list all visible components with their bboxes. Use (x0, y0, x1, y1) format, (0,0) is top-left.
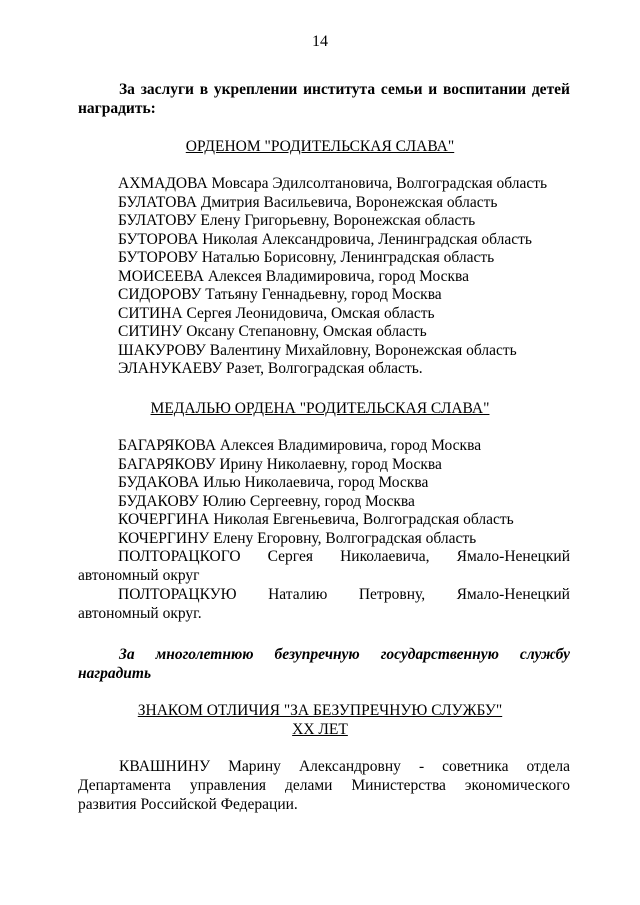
list-item: БУДАКОВУ Юлию Сергеевну, город Москва (118, 492, 415, 510)
list-item: ЭЛАНУКАЕВУ Разет, Волгоградская область. (118, 360, 423, 377)
list-item: КОЧЕРГИНУ Елену Егоровну, Волгоградская область (118, 529, 477, 547)
list-item: СИТИНУ Оксану Степановну, Омская область (118, 323, 427, 340)
recipient-surname: ПОЛТОРАЦКУЮ (118, 586, 237, 603)
list-item: СИДОРОВУ Татьяну Геннадьевну, город Москва (118, 286, 442, 303)
medal-heading: МЕДАЛЬЮ ОРДЕНА "РОДИТЕЛЬСКАЯ СЛАВА" (150, 400, 490, 417)
list-item: БУЛАТОВА Дмитрия Васильевича, Воронежская область (118, 193, 498, 211)
list-item: БУЛАТОВУ Елену Григорьевну, Воронежская область (118, 212, 476, 229)
list-item: БАГАРЯКОВА Алексея Владимировича, город Москва (118, 437, 482, 454)
order-recipients-list (118, 175, 588, 379)
section2-intro: За многолетнюю безупречную государственную службу наградить (78, 646, 570, 682)
list-item-continuation: автономный округ (78, 566, 200, 584)
recipient-name: Наталию (268, 586, 328, 603)
medal-recipients-list (118, 437, 588, 548)
page-number: 14 (312, 33, 328, 50)
recipient-patronymic: Николаевича, (340, 548, 430, 565)
section1-intro: За заслуги в укреплении института семьи и воспитании детей наградить: (78, 81, 570, 117)
list-item: АХМАДОВА Мовсара Эдилсолтановича, Волгоградская область (118, 175, 548, 192)
list-item: ШАКУРОВУ Валентину Михайловну, Воронежская область (118, 341, 517, 359)
recipient-name: Сергея (267, 548, 313, 565)
list-item: БУТОРОВА Николая Александровича, Ленинградская область (118, 230, 532, 248)
section2-recipient: КВАШНИНУ Марину Александровну - советника отдела Департамента управления делами Министерства экономического развития Российской Федерации. (78, 758, 570, 813)
badge-heading: ЗНАКОМ ОТЛИЧИЯ "ЗА БЕЗУПРЕЧНУЮ СЛУЖБУ" (137, 702, 503, 719)
list-item: БУДАКОВА Илью Николаевича, город Москва (118, 474, 429, 491)
list-item (78, 586, 570, 623)
list-item-first-line (78, 586, 570, 605)
recipient-region: Ямало-Ненецкий (456, 548, 570, 565)
badge-heading-years: XX ЛЕТ (292, 721, 348, 738)
recipient-surname: ПОЛТОРАЦКОГО (118, 548, 241, 565)
list-item: БУТОРОВУ Наталью Борисовну, Ленинградская область (118, 249, 495, 266)
list-item: СИТИНА Сергея Леонидовича, Омская область (118, 304, 435, 322)
list-item: КОЧЕРГИНА Николая Евгеньевича, Волгоградская область (118, 511, 514, 528)
list-item: МОИСЕЕВА Алексея Владимировича, город Москва (118, 267, 470, 285)
list-item-first-line (78, 548, 570, 567)
list-item-continuation: автономный округ. (78, 604, 202, 622)
order-heading: ОРДЕНОМ "РОДИТЕЛЬСКАЯ СЛАВА" (185, 138, 455, 155)
recipient-region: Ямало-Ненецкий (456, 586, 570, 603)
list-item (78, 548, 570, 585)
recipient-patronymic: Петровну, (358, 586, 426, 603)
list-item: БАГАРЯКОВУ Ирину Николаевну, город Москва (118, 455, 442, 473)
